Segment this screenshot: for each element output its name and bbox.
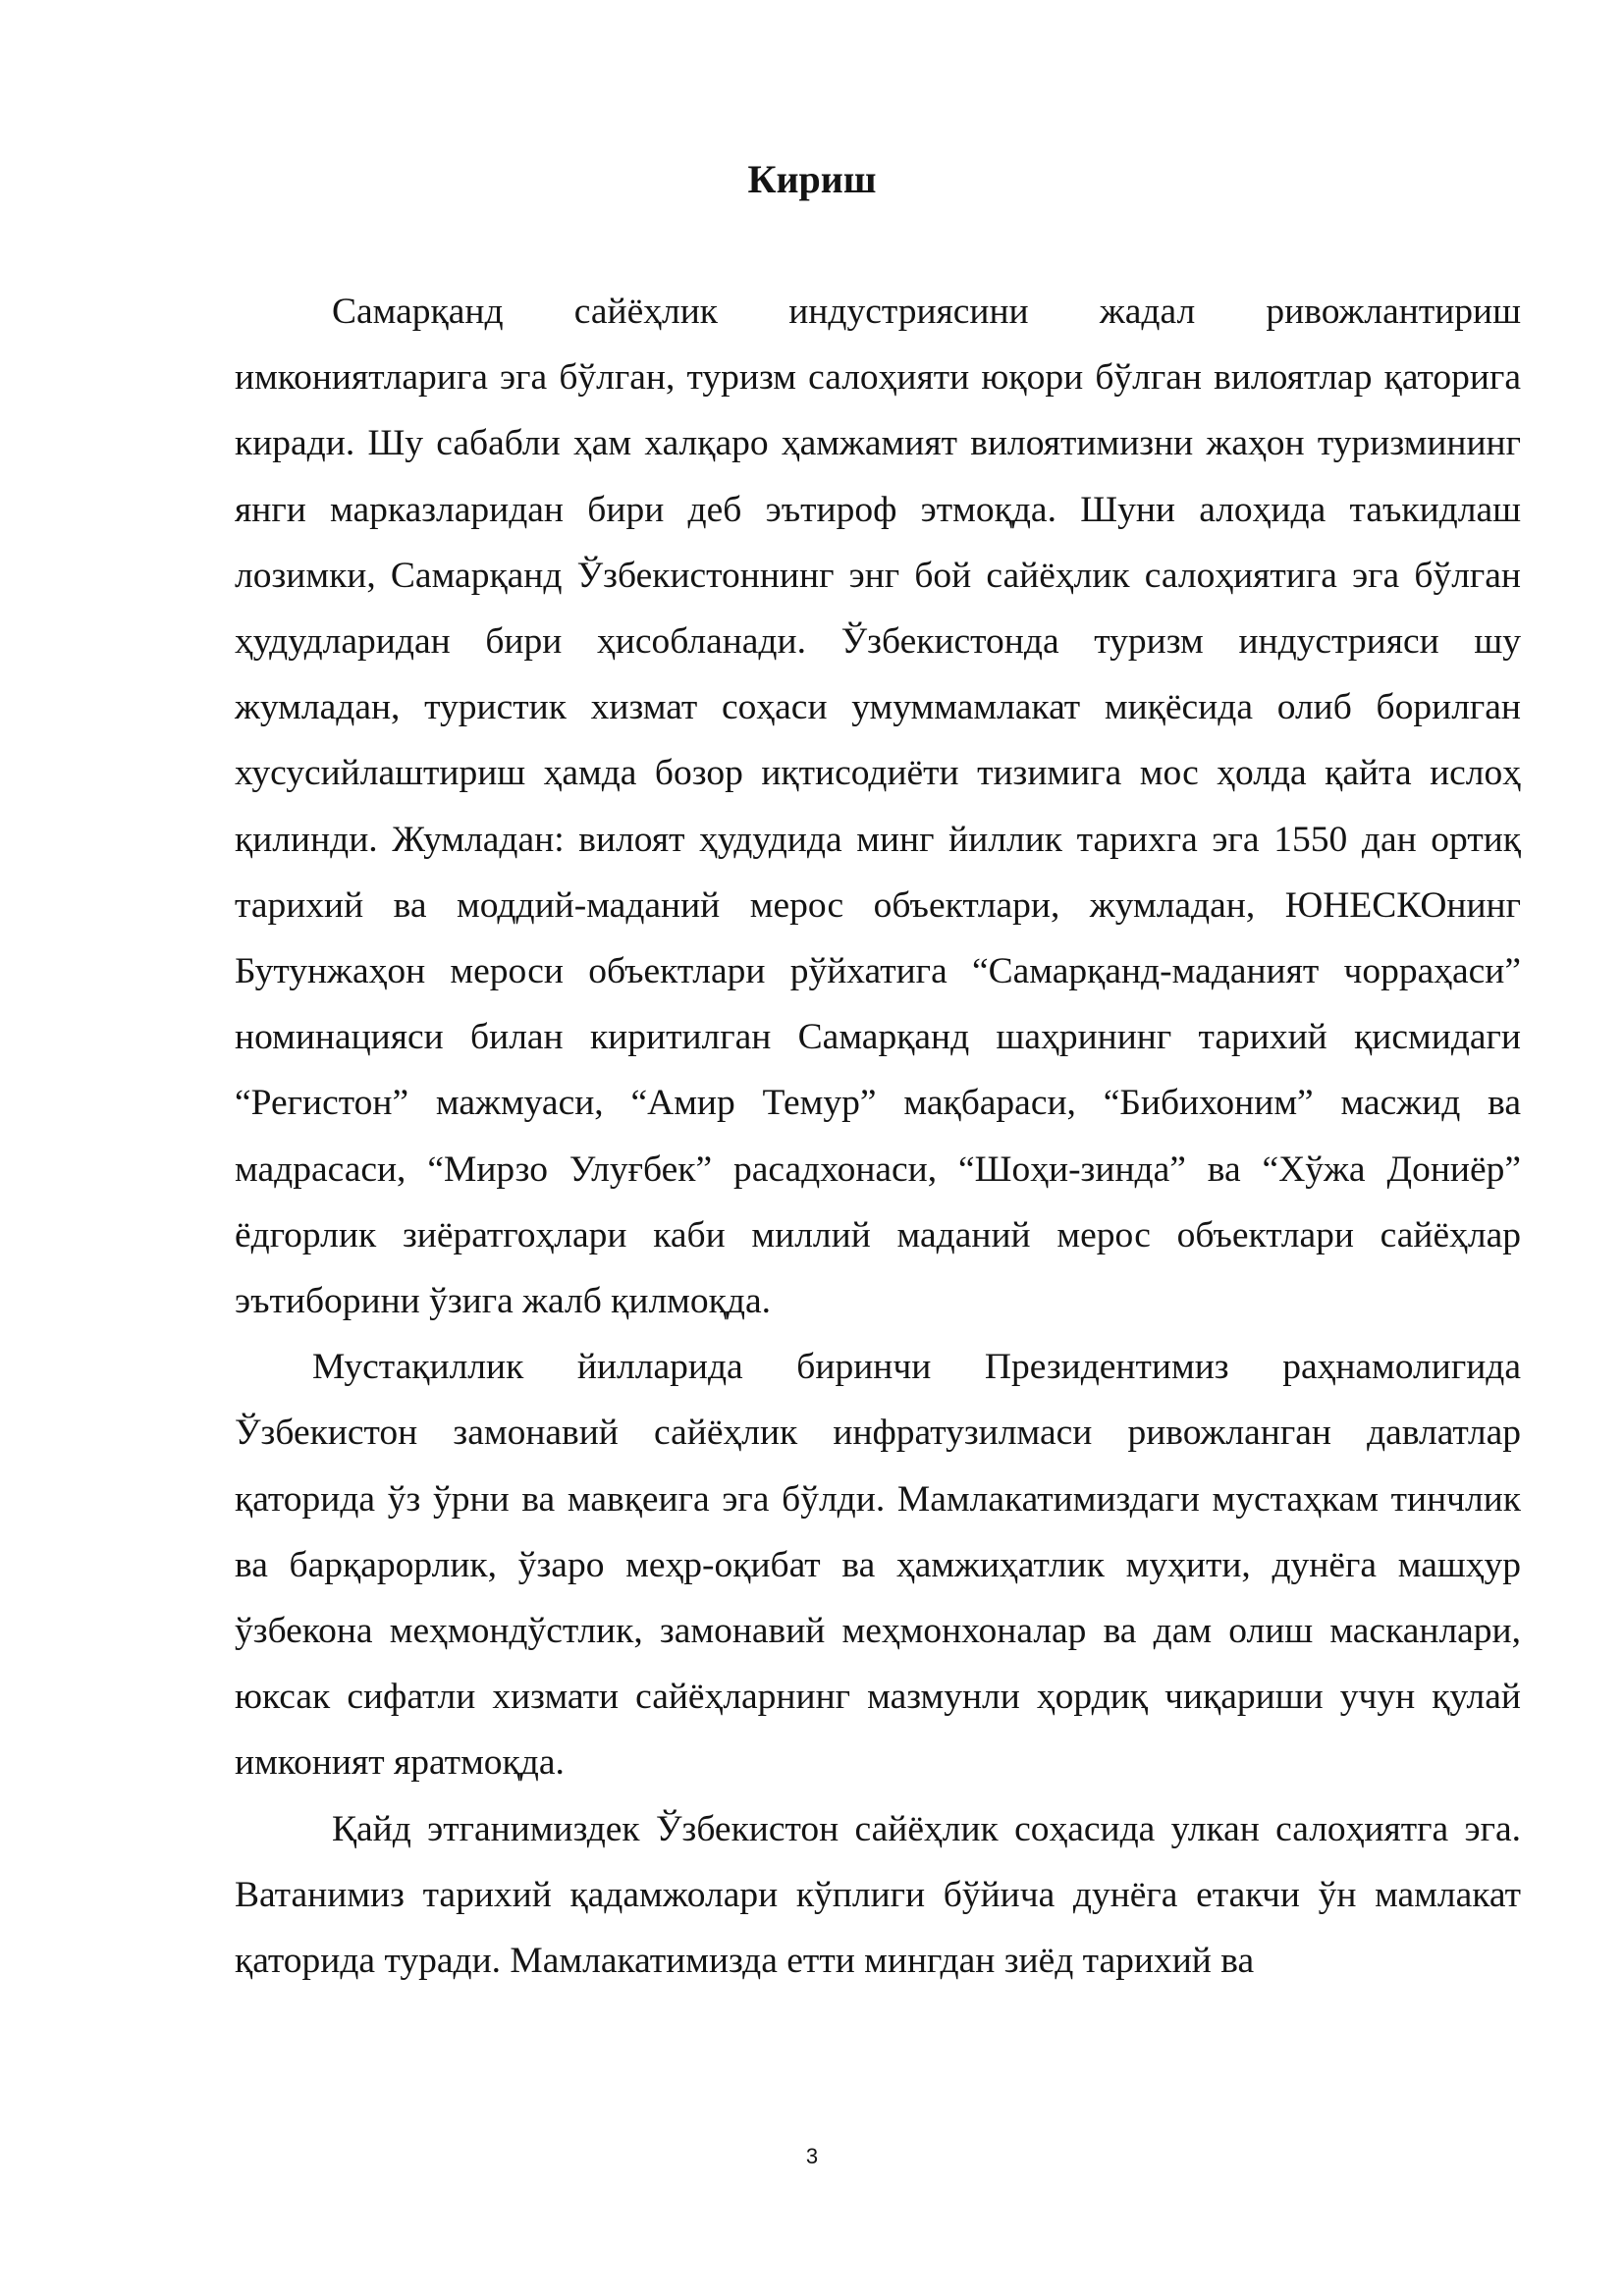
- page-number: 3: [805, 2144, 819, 2168]
- paragraph-3: Қайд этганимиздек Ўзбекистон сайёҳлик соҳасида улкан салоҳиятга эга. Ватанимиз тарихий қадамжолари кўплиги бўйича дунёга етакчи ўн мамлакат қаторида туради. Мамлакатимизда етти мингдан зиёд тарихий ва: [235, 1808, 1521, 1982]
- paragraph-2: Мустақиллик йилларида биринчи Президентимиз раҳнамолигида Ўзбекистон замонавий сайёҳлик инфратузилмаси ривожланган давлатлар қаторида ўз ўрни ва мавқеига эга бўлди. Мамлакатимиздаги мустаҳкам тинчлик ва барқарорлик, ўзаро меҳр-оқибат ва ҳамжиҳатлик муҳити, дунёга машҳур ўзбекона меҳмондўстлик, замонавий меҳмонхоналар ва дам олиш масканлари, юксак сифатли хизмати сайёҳларнинг мазмунли ҳордиқ чиқариши учун қулай имконият яратмоқда.: [235, 1347, 1521, 1784]
- page-title: Кириш: [747, 157, 877, 201]
- paragraph-1: Самарқанд сайёҳлик индустриясини жадал ривожлантириш имкониятларига эга бўлган, туризм салоҳияти юқори бўлган вилоятлар қаторига киради. Шу сабабли ҳам халқаро ҳамжамият вилоятимизни жаҳон туризмининг янги марказларидан бири деб эътироф этмоқда. Шуни алоҳида таъкидлаш лозимки, Самарқанд Ўзбекистоннинг энг бой сайёҳлик салоҳиятига эга бўлган ҳудудларидан бири ҳисобланади. Ўзбекистонда туризм индустрияси шу жумладан, туристик хизмат соҳаси умуммамлакат миқёсида олиб борилган хусусийлаштириш ҳамда бозор иқтисодиёти тизимига мос ҳолда қайта ислоҳ қилинди. Жумладан: вилоят ҳудудида минг йиллик тарихга эга 1550 дан ортиқ тарихий ва моддий-маданий мерос объектлари, жумладан, ЮНЕСКОнинг Бутунжаҳон мероси объектлари рўйхатига “Самарқанд-маданият чорраҳаси” номинацияси билан киритилган Самарқанд шаҳрининг тарихий қисмидаги “Регистон” мажмуаси, “Амир Темур” мақбараси, “Бибихоним” масжид ва мадрасаси, “Мирзо Улуғбек” расадхонаси, “Шоҳи-зинда” ва “Хўжа Дониёр” ёдгорлик зиёратгоҳлари каби миллий маданий мерос объектлари сайёҳлар эътиборини ўзига жалб қилмоқда.: [235, 292, 1521, 1322]
- body-text: [235, 279, 1521, 1994]
